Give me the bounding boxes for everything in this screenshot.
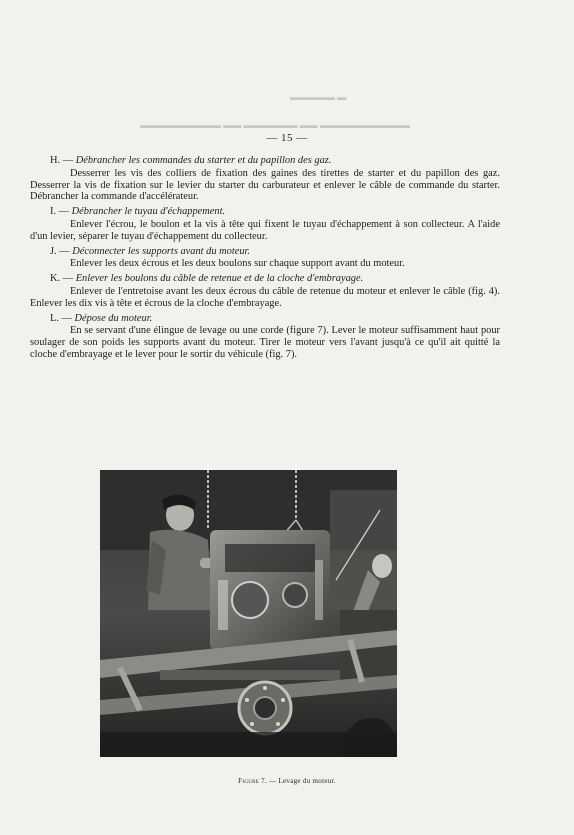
section-letter: K. —: [50, 273, 74, 285]
section-heading-h: [30, 155, 500, 167]
figure-caption: [0, 777, 574, 785]
bleed-through-text: ▬▬▬▬▬▬▬▬▬ ▬▬ ▬▬▬▬▬▬ ▬▬ ▬▬▬▬▬▬▬▬▬▬: [140, 120, 410, 130]
section-body-j: Enlever les deux écrous et les deux boulons sur chaque support avant du moteur.: [70, 258, 405, 270]
section-title: Enlever les boulons du câble de retenue et de la cloche d'embrayage.: [75, 273, 364, 285]
section-heading-k: [30, 273, 500, 285]
section-heading-i: [30, 206, 500, 218]
section-title: Déconnecter les supports avant du moteur.: [72, 245, 251, 257]
section-body-h: Desserrer les vis des colliers de fixation des gaines des tirettes de starter et du papillon des gaz. Desserrer la vis de fixation sur le levier du starter du carburateur et enlever le câble de commande du starter. Débrancher la commande d'accélérateur.: [30, 167, 500, 203]
section-letter: H. —: [50, 155, 74, 166]
section-title: Débrancher les commandes du starter et du papillon des gaz.: [75, 155, 332, 166]
section-heading-j: [30, 246, 500, 258]
section-title: Débrancher le tuyau d'échappement.: [71, 206, 226, 218]
section-body-k: Enlever de l'entretoise avant les deux écrous du câble de retenue du moteur et enlever le câble (fig. 4). Enlever les dix vis à tête et écrous de la cloche d'embrayage.: [30, 285, 500, 309]
section-title: Dépose du moteur.: [74, 312, 153, 324]
engine-lift-illustration: [100, 470, 397, 757]
section-body-l: En se servant d'une élingue de levage ou une corde (figure 7). Lever le moteur suffisamment haut pour soulager de son poids les supports avant du moteur. Tirer le moteur vers l'avant jusqu'à ce qu'il ait quitté la cloche d'embrayage et le lever pour le sortir du véhicule (fig. 7).: [30, 325, 500, 360]
figure-caption-text: — Levage du moteur.: [269, 777, 336, 785]
engine-lift-photo: [100, 470, 397, 757]
section-heading-l: [30, 313, 500, 325]
page-number: — 15 —: [266, 132, 308, 144]
section-letter: I. —: [50, 206, 70, 218]
figure-label: Figure 7.: [238, 777, 268, 785]
section-body-i: Enlever l'écrou, le boulon et la vis à tête qui fixent le tuyau d'échappement à son collecteur. A l'aide d'un levier, séparer le tuyau d'échappement du collecteur.: [30, 218, 500, 242]
section-letter: J. —: [50, 245, 70, 257]
section-letter: L. —: [50, 312, 72, 324]
bleed-through-text: ▬▬▬▬▬ ▬: [290, 92, 347, 102]
body-text: [30, 152, 500, 361]
